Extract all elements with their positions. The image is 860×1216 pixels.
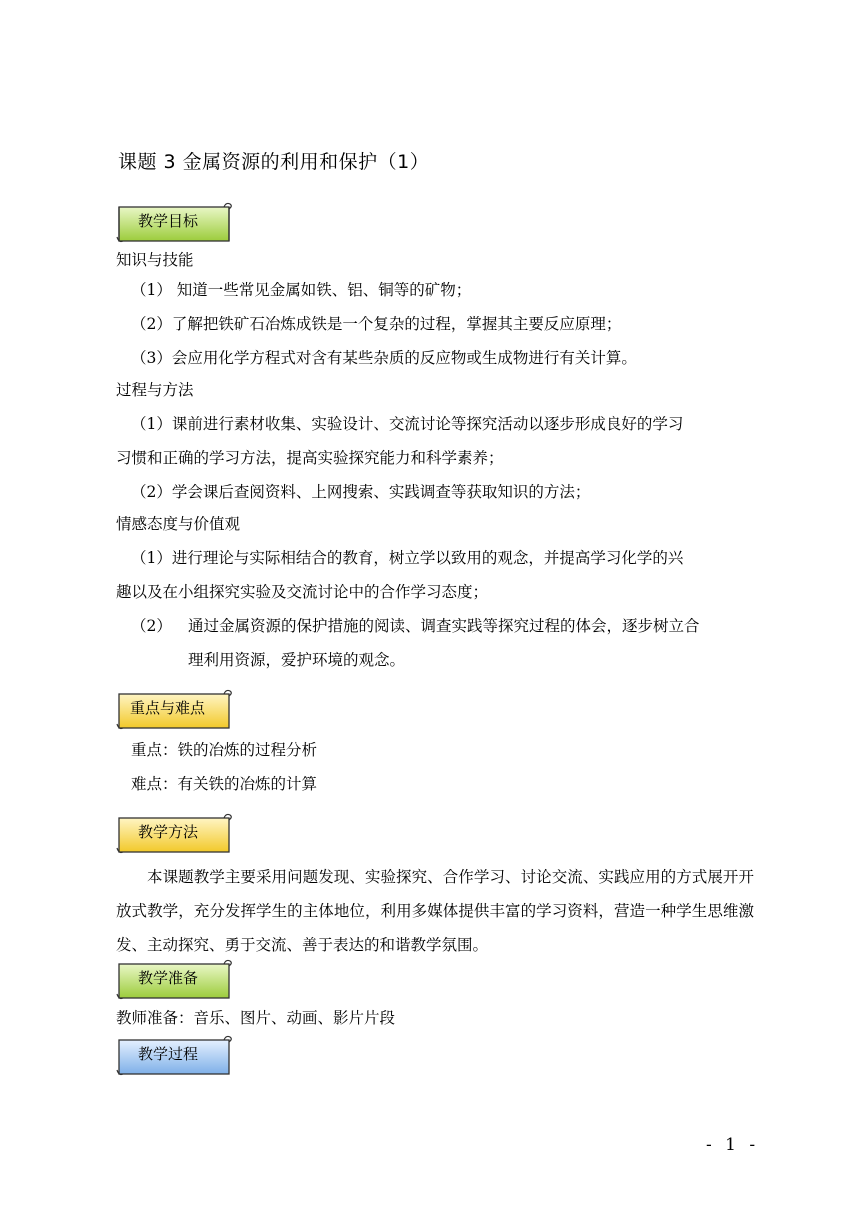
banner-label: 教学目标	[138, 212, 199, 230]
emotion-item-1-line2: 趣以及在小组探究实验及交流讨论中的合作学习态度；	[116, 583, 489, 601]
banner-label: 教学准备	[138, 969, 199, 987]
key-point: 重点：铁的冶炼的过程分析	[131, 741, 318, 759]
preparation-text: 教师准备：音乐、图片、动画、影片片段	[116, 1009, 396, 1027]
process-item-1-line2: 习惯和正确的学习方法，提高实验探究能力和科学素养；	[116, 449, 504, 467]
difficulty-point: 难点：有关铁的冶炼的计算	[131, 775, 318, 793]
emotion-item-1-line1: （1）进行理论与实际相结合的教育，树立学以致用的观念，并提高学习化学的兴	[131, 549, 684, 567]
banner-teaching-preparation	[116, 958, 232, 998]
banner-teaching-methods	[116, 812, 232, 852]
knowledge-heading: 知识与技能	[116, 251, 194, 269]
knowledge-item-1: （1） 知道一些常见金属如铁、铝、铜等的矿物；	[131, 281, 472, 299]
banner-key-points	[116, 688, 232, 728]
emotion-item-2-line2: 理利用资源，爱护环境的观念。	[188, 651, 406, 669]
emotion-heading: 情感态度与价值观	[116, 515, 241, 533]
banner-label: 教学过程	[138, 1045, 199, 1063]
page-number: - 1 -	[706, 1135, 760, 1155]
banner-teaching-goals	[116, 201, 232, 241]
process-item-1-line1: （1）课前进行素材收集、实验设计、交流讨论等探究活动以逐步形成良好的学习	[131, 415, 684, 433]
methods-paragraph: 本课题教学主要采用问题发现、实验探究、合作学习、讨论交流、实践应用的方式展开开放式教学，充分发挥学生的主体地位，利用多媒体提供丰富的学习资料，营造一种学生思维激发、主动探究、勇于交流、善于表达的和谐教学氛围。	[116, 868, 754, 954]
banner-label: 教学方法	[138, 823, 199, 841]
emotion-item-2-line1: 通过金属资源的保护措施的阅读、调查实践等探究过程的体会，逐步树立合	[188, 617, 700, 635]
knowledge-item-3: （3）会应用化学方程式对含有某些杂质的反应物或生成物进行有关计算。	[131, 349, 637, 367]
banner-label: 重点与难点	[130, 699, 206, 717]
process-item-2: （2）学会课后查阅资料、上网搜索、实践调查等获取知识的方法；	[131, 483, 591, 501]
knowledge-item-2: （2）了解把铁矿石冶炼成铁是一个复杂的过程，掌握其主要反应原理；	[131, 315, 622, 333]
page-title: 课题 3 金属资源的利用和保护（1）	[118, 151, 430, 173]
banner-teaching-procedure	[116, 1034, 232, 1074]
process-heading: 过程与方法	[116, 381, 194, 399]
emotion-item-2-number: （2）	[131, 617, 172, 635]
